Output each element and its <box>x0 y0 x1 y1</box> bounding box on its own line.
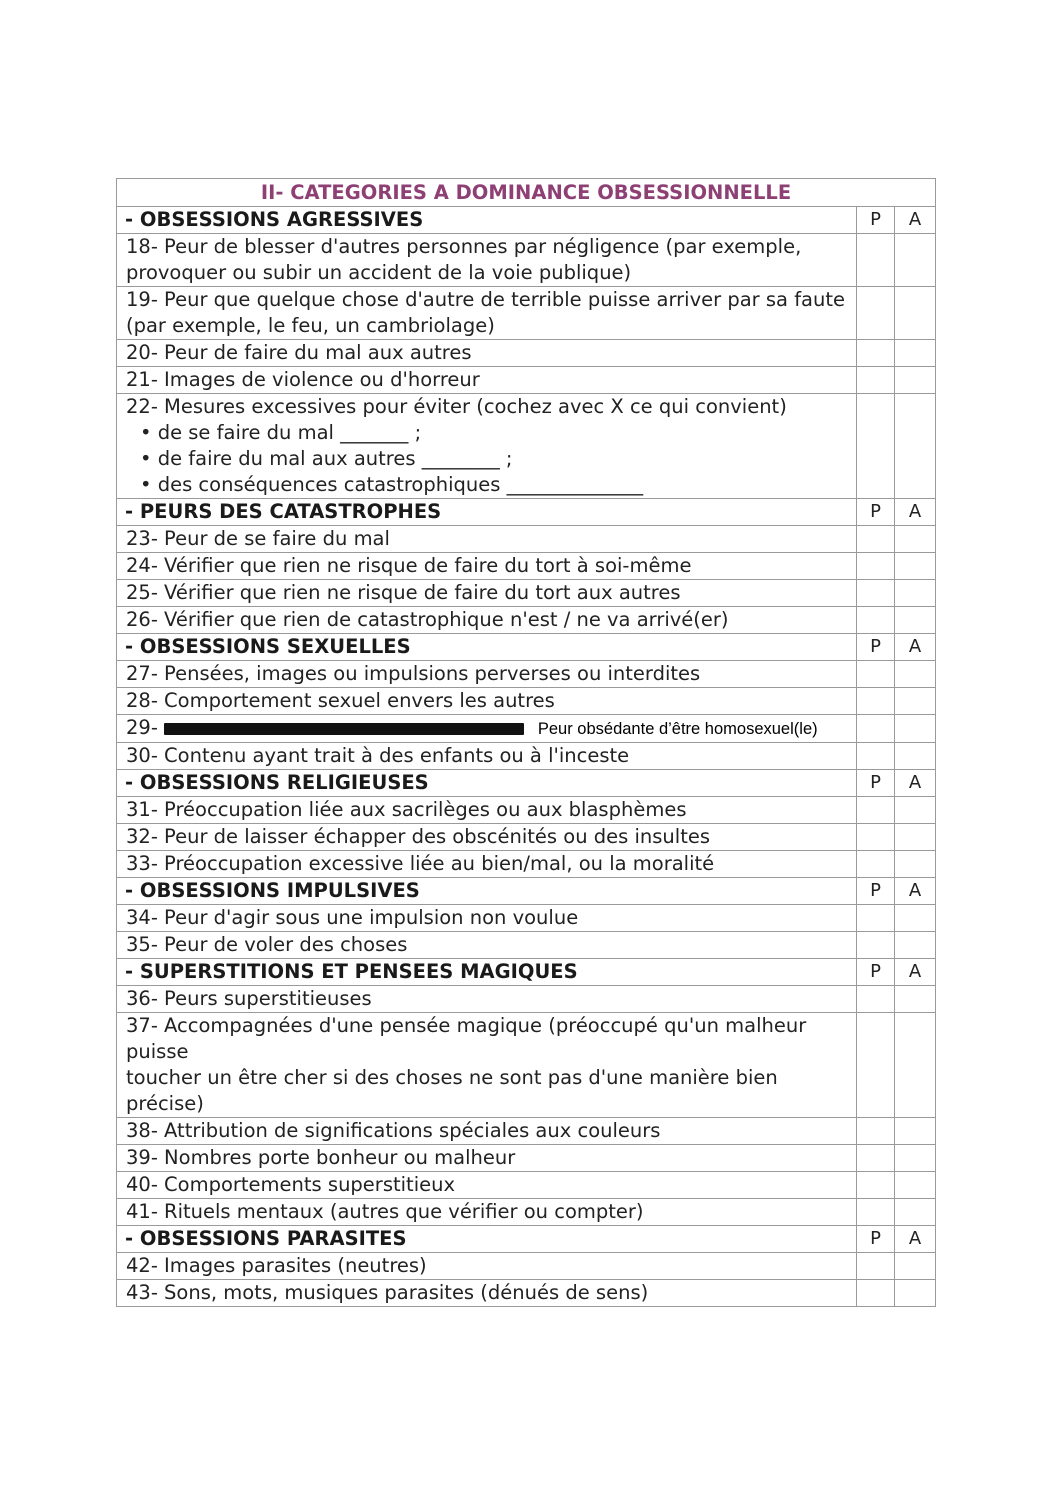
item-text <box>117 688 857 715</box>
section-label: - SUPERSTITIONS ET PENSEES MAGIQUES <box>117 958 857 985</box>
item-text <box>117 1252 857 1279</box>
item-text <box>117 1171 857 1198</box>
item-line: 32- Peur de laisser échapper des obscénités ou des insultes <box>126 824 711 848</box>
item-line: 39- Nombres porte bonheur ou malheur <box>126 1145 516 1169</box>
checkbox-a-cell[interactable] <box>895 985 936 1012</box>
column-a-header: A <box>895 1225 936 1252</box>
section-header-row <box>117 1225 936 1252</box>
checkbox-a-cell[interactable] <box>895 1279 936 1306</box>
item-row <box>117 340 936 367</box>
item-line: 41- Rituels mentaux (autres que vérifier ou compter) <box>126 1199 644 1223</box>
table-title: II- CATEGORIES A DOMINANCE OBSESSIONNELLE <box>117 179 936 207</box>
checkbox-a-cell[interactable] <box>895 850 936 877</box>
column-p-header: P <box>857 769 895 796</box>
checkbox-p-cell[interactable] <box>857 234 895 287</box>
checkbox-p-cell[interactable] <box>857 742 895 769</box>
checkbox-p-cell[interactable] <box>857 1198 895 1225</box>
checkbox-p-cell[interactable] <box>857 931 895 958</box>
item-text <box>117 1012 857 1117</box>
column-p-header: P <box>857 499 895 526</box>
item-line: 42- Images parasites (neutres) <box>126 1253 427 1277</box>
item-row <box>117 850 936 877</box>
item-text <box>117 1198 857 1225</box>
checkbox-p-cell[interactable] <box>857 287 895 340</box>
checkbox-a-cell[interactable] <box>895 1252 936 1279</box>
item-line: 30- Contenu ayant trait à des enfants ou à l'inceste <box>126 743 630 767</box>
item-row <box>117 904 936 931</box>
checkbox-a-cell[interactable] <box>895 1117 936 1144</box>
item-row <box>117 1198 936 1225</box>
column-a-header: A <box>895 634 936 661</box>
checkbox-p-cell[interactable] <box>857 1279 895 1306</box>
checkbox-p-cell[interactable] <box>857 580 895 607</box>
item-row <box>117 742 936 769</box>
item-line: 38- Attribution de significations spéciales aux couleurs <box>126 1118 661 1142</box>
section-header-row <box>117 877 936 904</box>
section-label: - OBSESSIONS SEXUELLES <box>117 634 857 661</box>
checkbox-a-cell[interactable] <box>895 234 936 287</box>
item-line: • de se faire du mal _______ ; <box>140 421 422 444</box>
item-text <box>117 394 857 499</box>
checkbox-a-cell[interactable] <box>895 526 936 553</box>
column-p-header: P <box>857 958 895 985</box>
section-label: - OBSESSIONS IMPULSIVES <box>117 877 857 904</box>
section-label: - OBSESSIONS RELIGIEUSES <box>117 769 857 796</box>
item-line: 33- Préoccupation excessive liée au bien/mal, ou la moralité <box>126 851 715 875</box>
redaction-scribble <box>164 723 524 735</box>
item-line: 31- Préoccupation liée aux sacrilèges ou aux blasphèmes <box>126 797 687 821</box>
column-a-header: A <box>895 499 936 526</box>
section-label: - OBSESSIONS PARASITES <box>117 1225 857 1252</box>
item-row <box>117 526 936 553</box>
item-line: toucher un être cher si des choses ne sont pas d'une manière bien précise) <box>126 1065 778 1115</box>
item-line: 25- Vérifier que rien ne risque de faire du tort aux autres <box>126 581 681 604</box>
checkbox-p-cell[interactable] <box>857 904 895 931</box>
checkbox-p-cell[interactable] <box>857 985 895 1012</box>
item-line: 27- Pensées, images ou impulsions perverses ou interdites <box>126 662 701 685</box>
checkbox-a-cell[interactable] <box>895 688 936 715</box>
item-line: • des conséquences catastrophiques ______________ <box>140 473 644 496</box>
item-row <box>117 931 936 958</box>
checkbox-a-cell[interactable] <box>895 823 936 850</box>
item-row <box>117 607 936 634</box>
checkbox-p-cell[interactable] <box>857 340 895 367</box>
checkbox-a-cell[interactable] <box>895 1198 936 1225</box>
item-row <box>117 1144 936 1171</box>
item-line: 34- Peur d'agir sous une impulsion non voulue <box>126 905 579 929</box>
item-row <box>117 234 936 287</box>
item-row <box>117 796 936 823</box>
checkbox-a-cell[interactable] <box>895 931 936 958</box>
section-header-row <box>117 958 936 985</box>
checkbox-p-cell[interactable] <box>857 715 895 743</box>
column-a-header: A <box>895 207 936 234</box>
section-header-row <box>117 634 936 661</box>
item-row <box>117 688 936 715</box>
item-number: 29- <box>126 716 158 739</box>
checkbox-a-cell[interactable] <box>895 904 936 931</box>
item-row <box>117 1171 936 1198</box>
checkbox-p-cell[interactable] <box>857 1117 895 1144</box>
item-text <box>117 367 857 394</box>
column-p-header: P <box>857 1225 895 1252</box>
checkbox-p-cell[interactable] <box>857 394 895 499</box>
item-line: 36- Peurs superstitieuses <box>126 986 372 1010</box>
item-row <box>117 661 936 688</box>
checkbox-p-cell[interactable] <box>857 607 895 634</box>
replacement-text: Peur obsédante d’être homosexuel(le) <box>537 719 818 738</box>
section-header-row <box>117 769 936 796</box>
checkbox-p-cell[interactable] <box>857 796 895 823</box>
item-line: 28- Comportement sexuel envers les autres <box>126 689 555 712</box>
item-row <box>117 1279 936 1306</box>
checkbox-a-cell[interactable] <box>895 553 936 580</box>
checkbox-a-cell[interactable] <box>895 607 936 634</box>
checkbox-p-cell[interactable] <box>857 850 895 877</box>
item-row <box>117 367 936 394</box>
checkbox-a-cell[interactable] <box>895 394 936 499</box>
item-line: (par exemple, le feu, un cambriolage) <box>126 314 495 337</box>
item-row <box>117 1252 936 1279</box>
section-header-row <box>117 499 936 526</box>
item-text <box>117 580 857 607</box>
section-label: - OBSESSIONS AGRESSIVES <box>117 207 857 234</box>
column-p-header: P <box>857 207 895 234</box>
item-row <box>117 553 936 580</box>
checkbox-a-cell[interactable] <box>895 287 936 340</box>
item-line: 24- Vérifier que rien ne risque de faire du tort à soi-même <box>126 554 692 577</box>
checkbox-p-cell[interactable] <box>857 526 895 553</box>
item-line: 43- Sons, mots, musiques parasites (dénués de sens) <box>126 1280 649 1304</box>
item-line: • de faire du mal aux autres ________ ; <box>140 447 513 470</box>
item-line: 21- Images de violence ou d'horreur <box>126 368 480 391</box>
item-line: 37- Accompagnées d'une pensée magique (préoccupé qu'un malheur puisse <box>126 1013 807 1063</box>
item-line: 18- Peur de blesser d'autres personnes par négligence (par exemple, <box>126 235 802 258</box>
item-line: 19- Peur que quelque chose d'autre de terrible puisse arriver par sa faute <box>126 288 846 311</box>
checkbox-p-cell[interactable] <box>857 553 895 580</box>
item-line: 35- Peur de voler des choses <box>126 932 408 956</box>
checkbox-p-cell[interactable] <box>857 661 895 688</box>
obsessions-table <box>116 178 936 1307</box>
item-text <box>117 796 857 823</box>
checkbox-p-cell[interactable] <box>857 1144 895 1171</box>
item-text <box>117 931 857 958</box>
item-text <box>117 234 857 287</box>
column-p-header: P <box>857 877 895 904</box>
title-row <box>117 179 936 207</box>
column-p-header: P <box>857 634 895 661</box>
section-label: - PEURS DES CATASTROPHES <box>117 499 857 526</box>
item-text <box>117 904 857 931</box>
item-row <box>117 580 936 607</box>
checkbox-a-cell[interactable] <box>895 1012 936 1117</box>
item-text <box>117 661 857 688</box>
item-text <box>117 1279 857 1306</box>
checkbox-a-cell[interactable] <box>895 340 936 367</box>
item-text <box>117 1117 857 1144</box>
item-text <box>117 985 857 1012</box>
checkbox-p-cell[interactable] <box>857 367 895 394</box>
column-a-header: A <box>895 769 936 796</box>
checkbox-p-cell[interactable] <box>857 823 895 850</box>
checkbox-a-cell[interactable] <box>895 580 936 607</box>
item-line: provoquer ou subir un accident de la voie publique) <box>126 261 632 284</box>
checkbox-p-cell[interactable] <box>857 1171 895 1198</box>
item-text <box>117 850 857 877</box>
checkbox-a-cell[interactable] <box>895 715 936 743</box>
checkbox-a-cell[interactable] <box>895 1171 936 1198</box>
item-text <box>117 526 857 553</box>
checkbox-p-cell[interactable] <box>857 688 895 715</box>
item-line: 26- Vérifier que rien de catastrophique n'est / ne va arrivé(er) <box>126 608 729 631</box>
item-row <box>117 287 936 340</box>
checkbox-a-cell[interactable] <box>895 742 936 769</box>
item-text <box>117 1144 857 1171</box>
item-text <box>117 340 857 367</box>
item-row <box>117 823 936 850</box>
item-text <box>117 715 857 743</box>
item-row <box>117 1117 936 1144</box>
checkbox-a-cell[interactable] <box>895 796 936 823</box>
column-a-header: A <box>895 958 936 985</box>
item-text <box>117 553 857 580</box>
checkbox-a-cell[interactable] <box>895 1144 936 1171</box>
questionnaire-sheet <box>116 178 935 1307</box>
item-row <box>117 394 936 499</box>
checkbox-p-cell[interactable] <box>857 1012 895 1117</box>
checkbox-a-cell[interactable] <box>895 367 936 394</box>
item-row <box>117 985 936 1012</box>
item-line: 40- Comportements superstitieux <box>126 1172 456 1196</box>
item-text <box>117 823 857 850</box>
column-a-header: A <box>895 877 936 904</box>
item-text <box>117 287 857 340</box>
item-text <box>117 607 857 634</box>
checkbox-a-cell[interactable] <box>895 661 936 688</box>
item-text <box>117 742 857 769</box>
section-header-row <box>117 207 936 234</box>
item-row <box>117 715 936 743</box>
checkbox-p-cell[interactable] <box>857 1252 895 1279</box>
item-line: 23- Peur de se faire du mal <box>126 527 390 550</box>
item-row <box>117 1012 936 1117</box>
item-line: 22- Mesures excessives pour éviter (cochez avec X ce qui convient) <box>126 395 787 418</box>
item-line: 20- Peur de faire du mal aux autres <box>126 341 472 364</box>
